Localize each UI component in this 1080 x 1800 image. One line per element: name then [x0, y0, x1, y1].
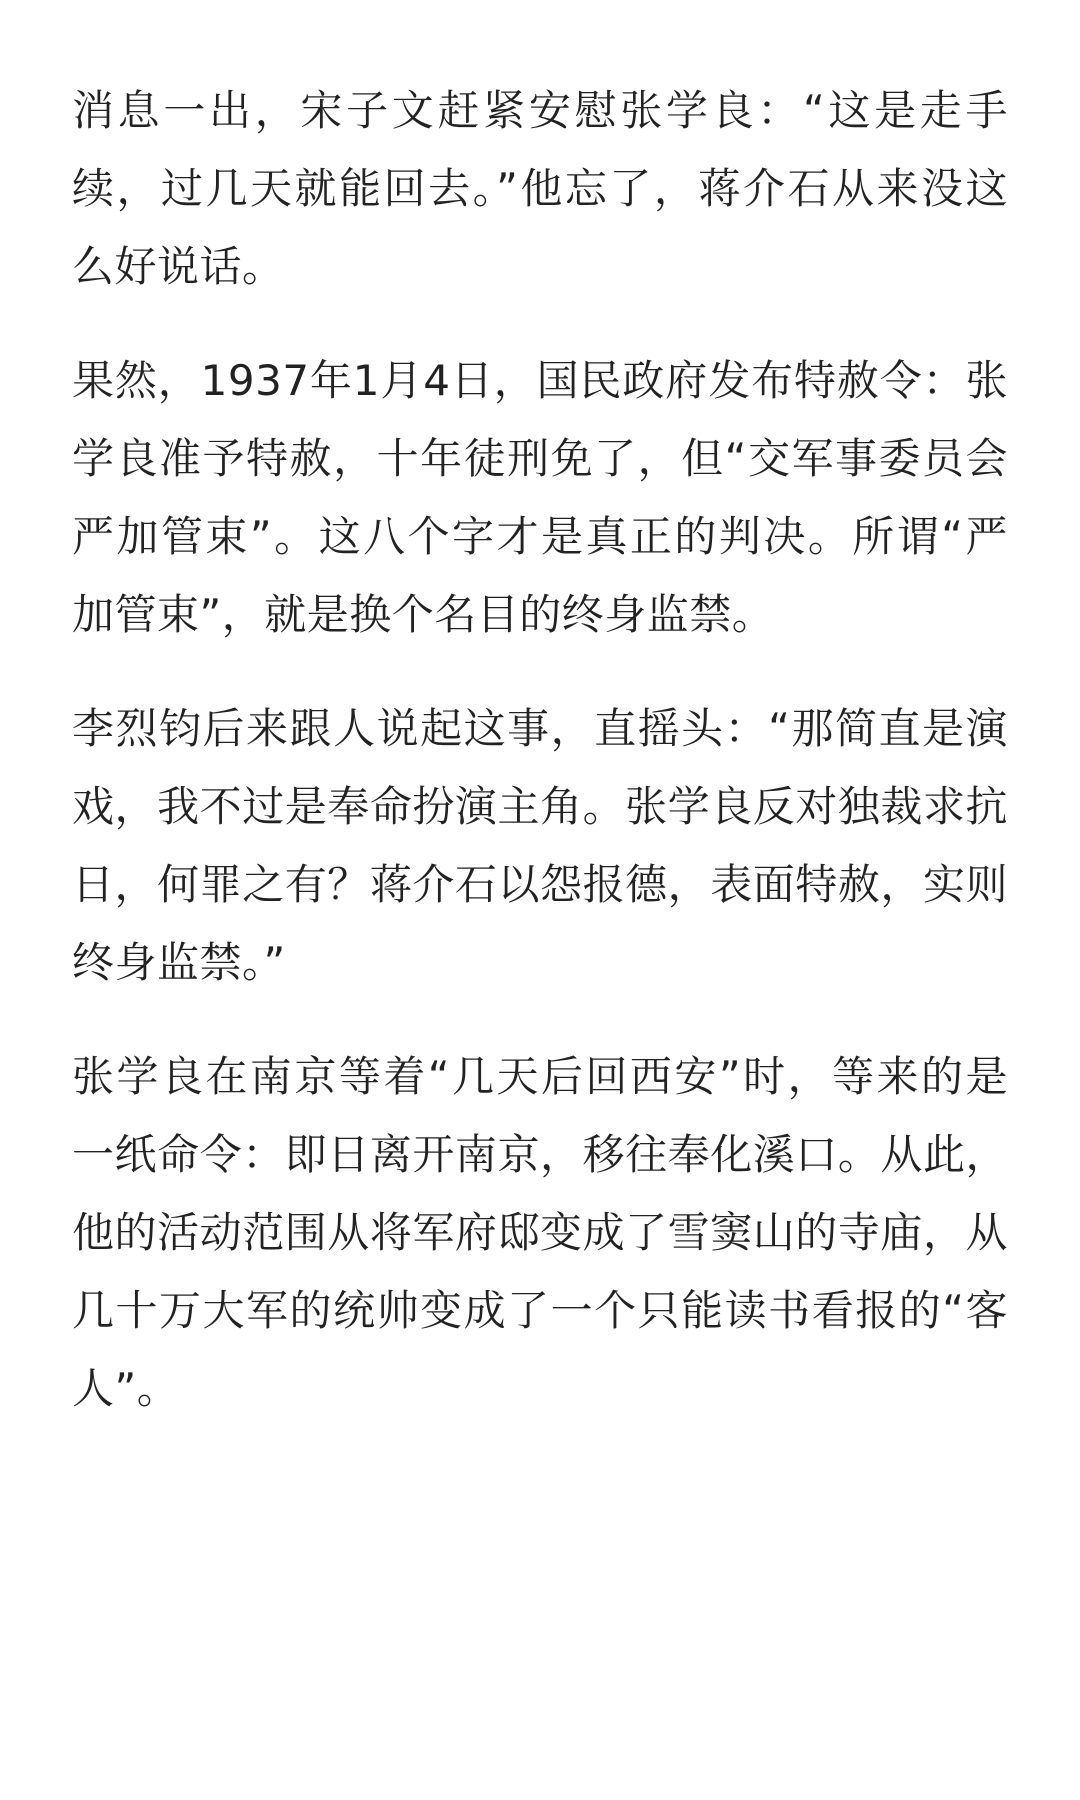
article-body: [72, 72, 1008, 1464]
paragraph-4: 张学良在南京等着“几天后回西安”时，等来的是一纸命令：即日离开南京，移往奉化溪口。从此，他的活动范围从将军府邸变成了雪窦山的寺庙，从几十万大军的统帅变成了一个只能读书看报的“客人”。: [72, 1052, 1008, 1413]
paragraph-1: 消息一出，宋子文赶紧安慰张学良：“这是走手续，过几天就能回去。”他忘了，蒋介石从来没这么好说话。: [72, 86, 1008, 291]
paragraph-2: 果然，1937年1月4日，国民政府发布特赦令：张学良准予特赦，十年徒刑免了，但“交军事委员会严加管束”。这八个字才是真正的判决。所谓“严加管束”，就是换个名目的终身监禁。: [72, 356, 1008, 639]
paragraph-3: 李烈钧后来跟人说起这事，直摇头：“那简直是演戏，我不过是奉命扮演主角。张学良反对独裁求抗日，何罪之有？蒋介石以怨报德，表面特赦，实则终身监禁。”: [72, 704, 1008, 987]
